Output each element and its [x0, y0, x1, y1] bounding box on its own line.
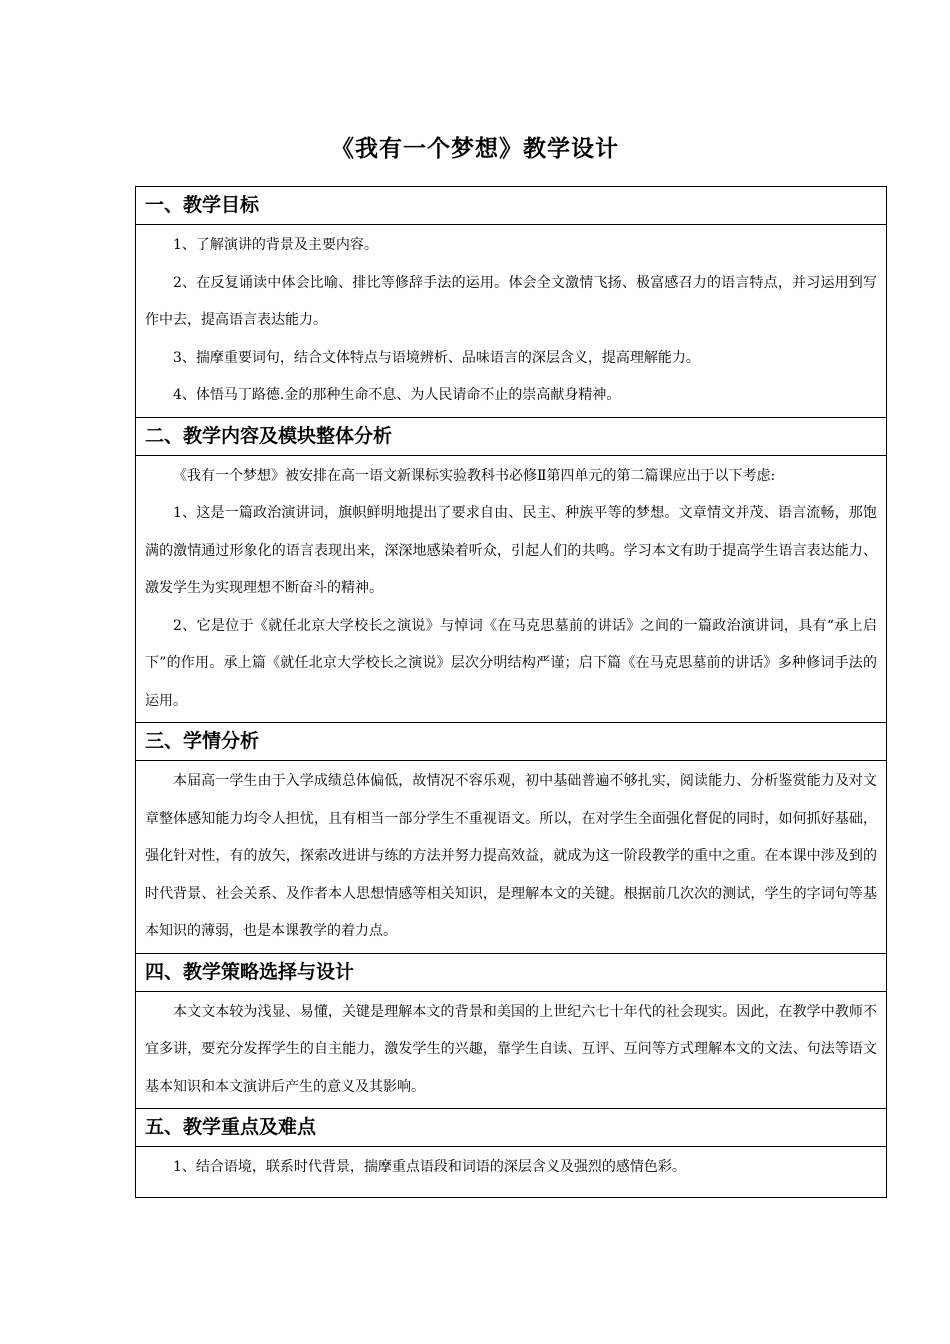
paragraph: 本文文本较为浅显、易懂，关键是理解本文的背景和美国的上世纪六七十年代的社会现实。因此，在教学中教师不宜多讲，要充分发挥学生的自主能力，激发学生的兴趣，靠学生自读、互评、互问等方式理解本文的文法、句法等语文基本知识和本文演讲后产生的意义及其影响。 [145, 1003, 877, 1095]
section-body-content-analysis [136, 455, 887, 723]
section-body-learner-analysis [136, 761, 887, 954]
lesson-plan-table [135, 186, 887, 1198]
paragraph: 《我有一个梦想》被安排在高一语文新课标实验教科书必修Ⅱ第四单元的第二篇课应出于以下考虑: [173, 467, 776, 484]
section-header-row [136, 723, 887, 761]
paragraph: 3、揣摩重要词句，结合文体特点与语境辨析、品味语言的深层含义，提高理解能力。 [173, 349, 700, 366]
section-body-row [136, 1147, 887, 1198]
paragraph: 4、体悟马丁路德.金的那种生命不息、为人民请命不止的崇高献身精神。 [173, 387, 621, 403]
section-heading-strategy: 四、教学策略选择与设计 [136, 953, 887, 991]
section-body-row [136, 761, 887, 954]
paragraph: 2、在反复诵读中体会比喻、排比等修辞手法的运用。体会全文激情飞扬、极富感召力的语言特点，并习运用到写作中去，提高语言表达能力。 [145, 274, 877, 328]
section-heading-objectives: 一、教学目标 [136, 187, 887, 225]
section-heading-learner-analysis: 三、学情分析 [136, 723, 887, 761]
paragraph: 1、了解演讲的背景及主要内容。 [173, 237, 378, 253]
section-heading-content-analysis: 二、教学内容及模块整体分析 [136, 417, 887, 455]
section-heading-key-points: 五、教学重点及难点 [136, 1109, 887, 1147]
section-body-key-points [136, 1147, 887, 1198]
paragraph: 1、结合语境，联系时代背景，揣摩重点语段和词语的深层含义及强烈的感情色彩。 [173, 1159, 686, 1175]
section-body-row [136, 455, 887, 723]
section-body-strategy [136, 991, 887, 1109]
paragraph: 2、它是位于《就任北京大学校长之演说》与悼词《在马克思墓前的讲话》之间的一篇政治演讲词，具有“承上启下”的作用。承上篇《就任北京大学校长之演说》层次分明结构严谨；启下篇《在马克思墓前的讲话》多种修词手法的运用。 [145, 617, 877, 709]
section-header-row [136, 187, 887, 225]
section-header-row [136, 417, 887, 455]
section-body-row [136, 225, 887, 418]
section-header-row [136, 1109, 887, 1147]
paragraph: 1、这是一篇政治演讲词，旗帜鲜明地提出了要求自由、民主、种族平等的梦想。文章情文并茂、语言流畅，那饱满的激情通过形象化的语言表现出来，深深地感染着听众，引起人们的共鸣。学习本文有助于提高学生语言表达能力、激发学生为实现理想不断奋斗的精神。 [145, 505, 877, 596]
section-body-objectives [136, 225, 887, 418]
section-body-row [136, 991, 887, 1109]
section-header-row [136, 953, 887, 991]
document-title: 《我有一个梦想》教学设计 [331, 136, 619, 162]
paragraph: 本届高一学生由于入学成绩总体偏低，故情况不容乐观，初中基础普遍不够扎实，阅读能力、分析鉴赏能力及对文章整体感知能力均令人担忧，且有相当一部分学生不重视语文。所以，在对学生全面强化督促的同时，如何抓好基础，强化针对性，有的放矢，探索改进讲与练的方法并努力提高效益，就成为这一阶段教学的重中之重。在本课中涉及到的时代背景、社会关系、及作者本人思想情感等相关知识，是理解本文的关键。根据前几次次的测试，学生的字词句等基本知识的薄弱，也是本课教学的着力点。 [145, 773, 877, 939]
